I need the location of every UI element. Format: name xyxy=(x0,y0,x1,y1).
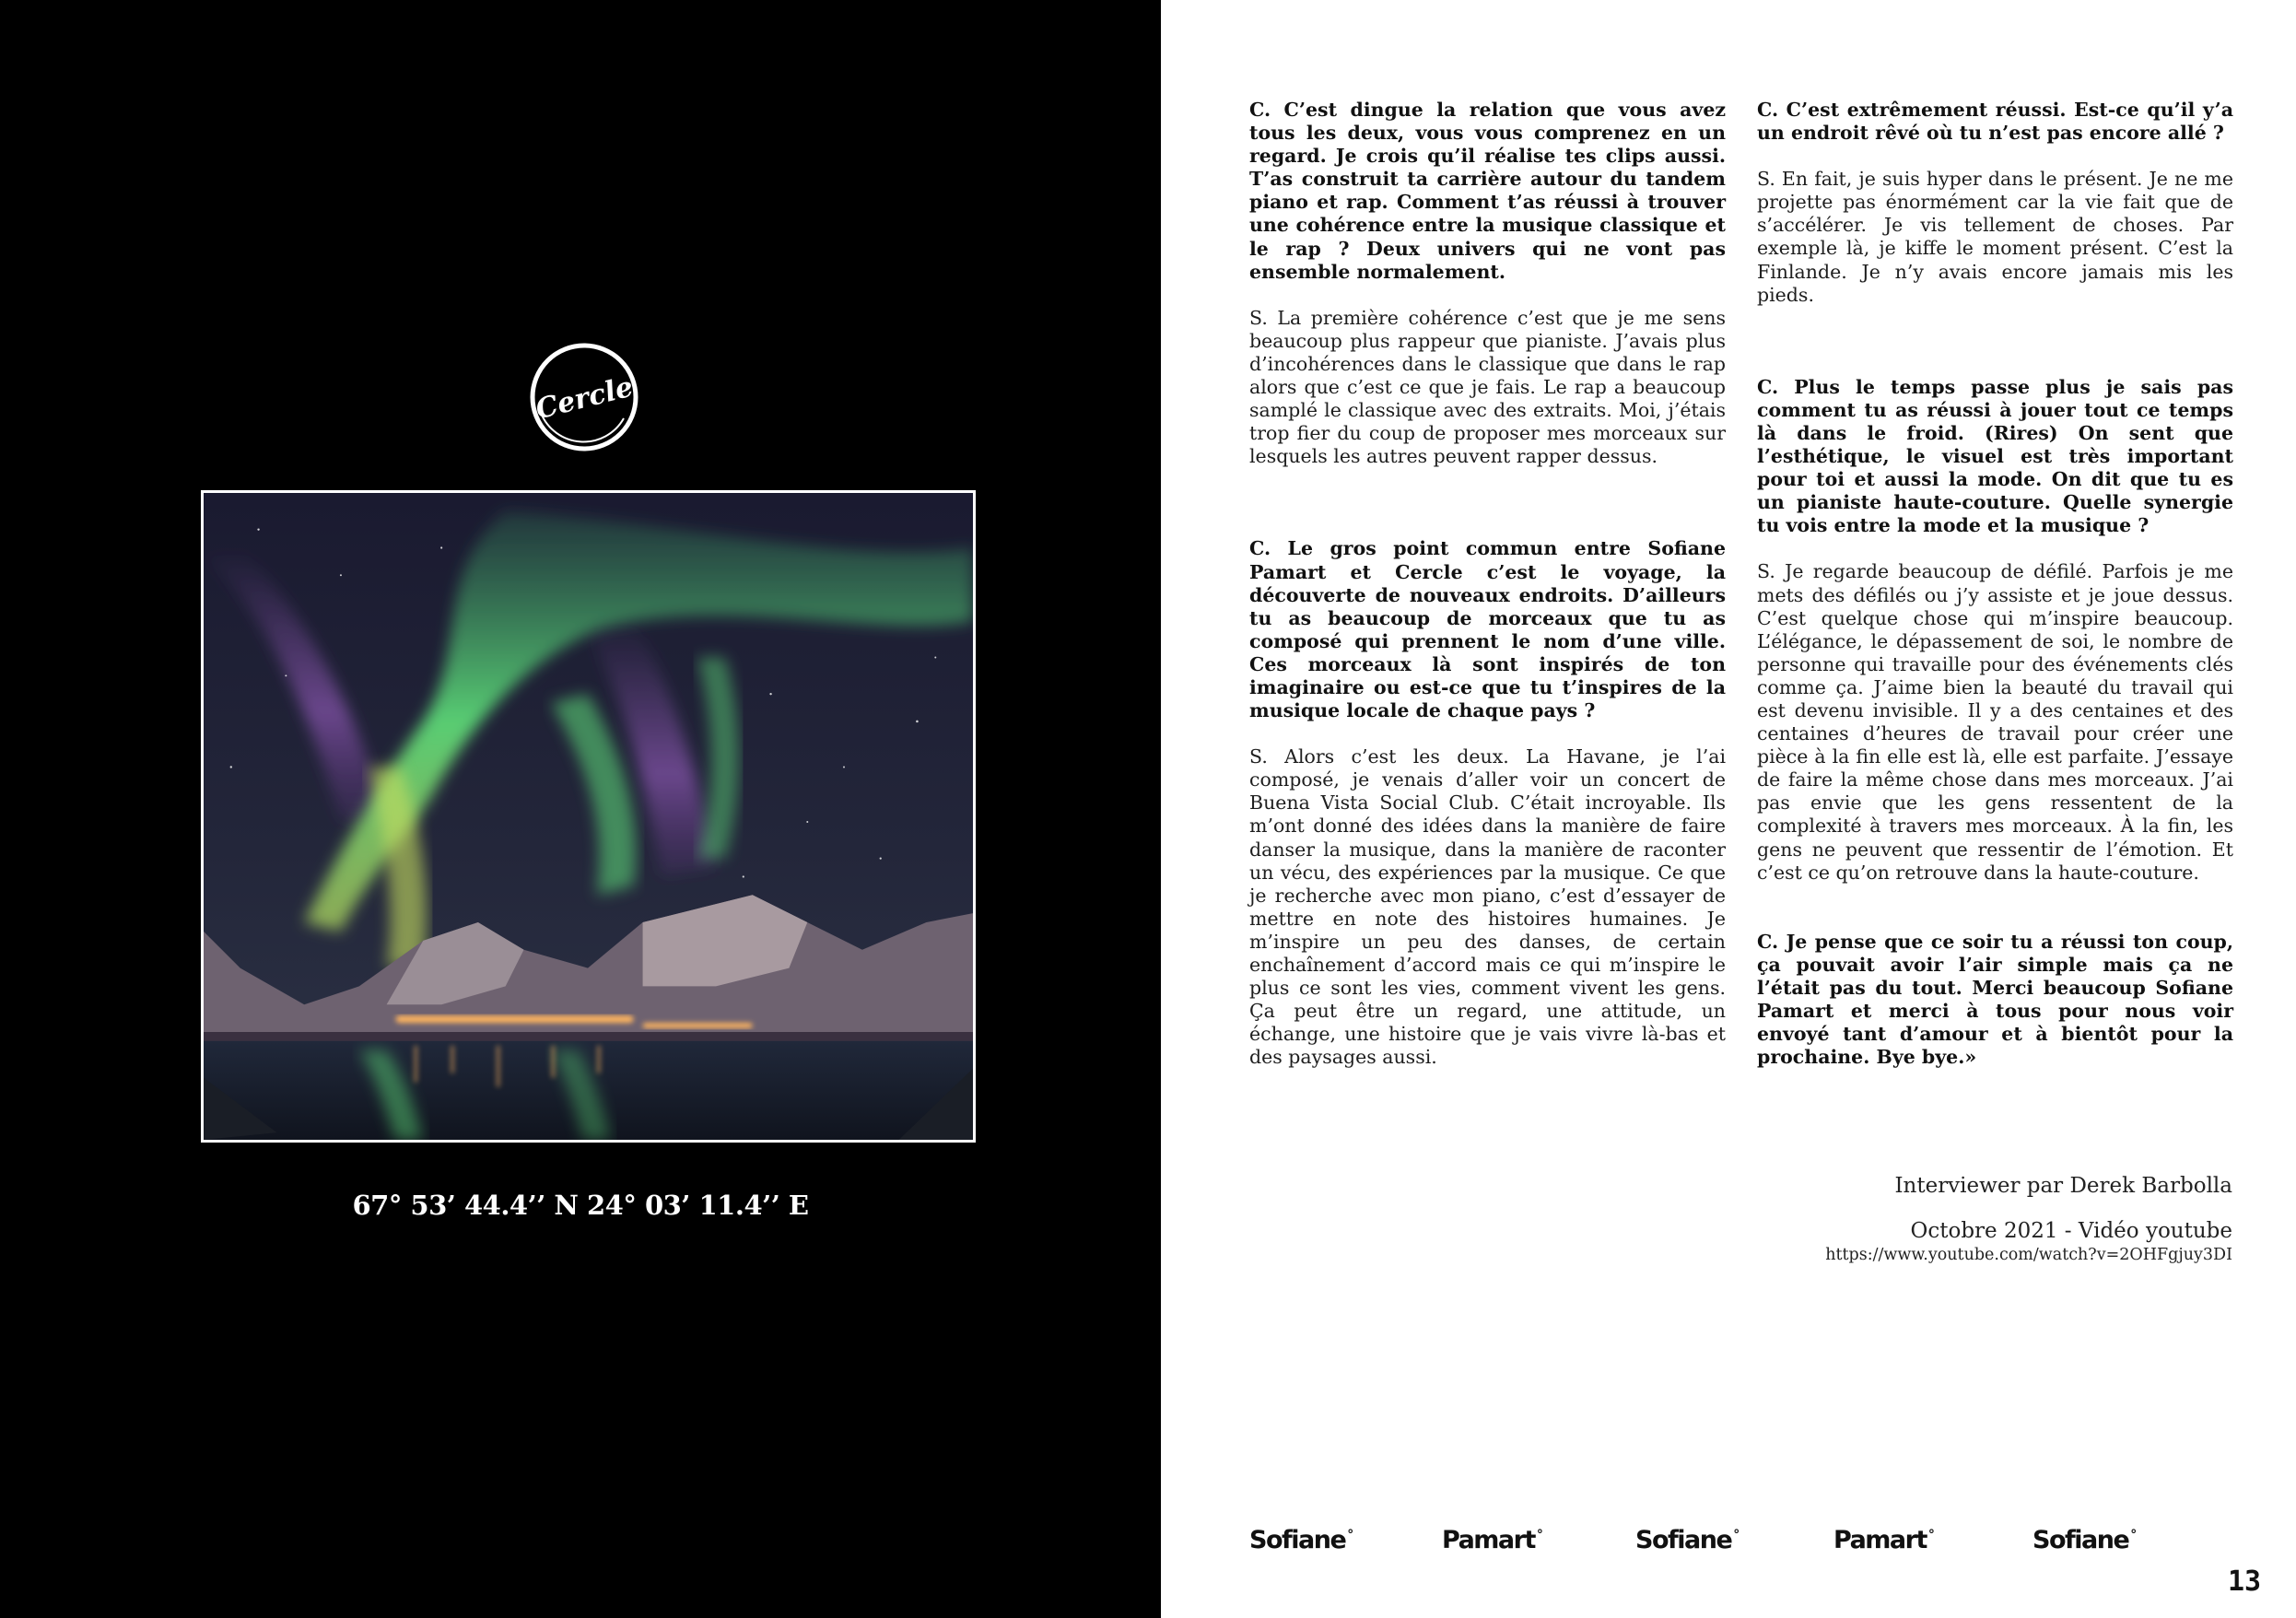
footer-name xyxy=(2032,1526,2136,1554)
question-paragraph: C. C’est extrêmement réussi. Est-ce qu’il y’a un endroit rêvé où tu n’est pas encore allé ? xyxy=(1757,99,2233,145)
page-number: 13 xyxy=(2228,1565,2262,1598)
aurora-photo xyxy=(201,490,976,1143)
source-url[interactable]: https://www.youtube.com/watch?v=2OHFgjuy3DI xyxy=(1825,1246,2232,1264)
footer-name xyxy=(1833,1526,1933,1554)
question-paragraph: C. Je pense que ce soir tu a réussi ton coup, ça pouvait avoir l’air simple mais ça ne l’était pas du tout. Merci beaucoup Sofiane Pamart et merci à tous pour nous voir envoyé tant d’amour et à bientôt pour la prochaine. Bye bye.» xyxy=(1757,930,2233,1069)
answer-paragraph: S. La première cohérence c’est que je me sens beaucoup plus rappeur que pianiste. J’avais plus d’incohérences dans le classique que dans le rap alors que c’est ce que je fais. Le rap a beaucoup samplé le classique avec des extraits. Moi, j’étais trop fier du coup de proposer mes morceaux sur lesquels les autres peuvent rapper dessus. xyxy=(1249,306,1726,468)
footer-name-text: Sofiane xyxy=(1249,1526,1346,1554)
interview-column-left xyxy=(1249,99,1726,1069)
answer-paragraph: S. Alors c’est les deux. La Havane, je l’ai composé, je venais d’aller voir un concert de Buena Vista Social Club. C’était incroyable. Ils m’ont donné des idées dans la manière de faire danser la musique, dans la manière de raconter un vécu, des expériences par la musique. Ce que je recherche avec mon piano, c’est d’essayer de mettre en note des histoires humaines. Je m’inspire un peu des danses, de certain enchaînement d’accord mais ce qui m’inspire le plus ce sont les vies, comment vivent les gens. Ça peut être un regard, une attitude, un échange, une histoire que je vais vivre là-bas et des paysages aussi. xyxy=(1249,745,1726,1069)
question-paragraph: C. Le gros point commun entre Sofiane Pamart et Cercle c’est le voyage, la découverte de nouveaux endroits. D’ailleurs tu as beaucoup de morceaux que tu as composé qui prennent le nom d’une ville. Ces morceaux là sont inspirés de ton imaginaire ou est-ce que tu t’inspires de la musique locale de chaque pays ? xyxy=(1249,537,1726,722)
interviewer-credit: Interviewer par Derek Barbolla xyxy=(1894,1174,2232,1198)
degree-mark: ° xyxy=(1733,1528,1739,1542)
source-date: Octobre 2021 - Vidéo youtube xyxy=(1910,1219,2232,1243)
footer-name-text: Sofiane xyxy=(1635,1526,1732,1554)
footer-name xyxy=(1442,1526,1541,1554)
footer-name xyxy=(1635,1526,1739,1554)
credits-block xyxy=(1825,1172,2232,1265)
gps-coordinates: 67° 53’ 44.4’’ N 24° 03’ 11.4’’ E xyxy=(352,1190,809,1221)
degree-mark: ° xyxy=(2130,1528,2136,1542)
cercle-logo xyxy=(528,341,640,453)
degree-mark: ° xyxy=(1347,1528,1353,1542)
interview-column-right xyxy=(1757,99,2233,1069)
degree-mark: ° xyxy=(1927,1528,1934,1542)
cercle-logo-text: Cercle xyxy=(532,370,637,427)
degree-mark: ° xyxy=(1536,1528,1542,1542)
answer-paragraph: S. Je regarde beaucoup de défilé. Parfois je me mets des défilés ou j’y assiste et je joue dessus. C’est quelque chose qui m’inspire beaucoup. L’élégance, le dépassement de soi, le nombre de personne qui travaille pour des événements clés comme ça. J’aime bien la beauté du travail qui est devenu invisible. Il y a des centaines et des centaines d’heures de travail pour créer une pièce à la fin elle est là, elle est parfaite. J’essaye de faire la même chose dans mes morceaux. J’ai pas envie que les gens ressentent de la complexité à travers mes morceaux. À la fin, les gens ne peuvent que ressentir de l’émotion. Et c’est ce qu’on retrouve dans la haute-couture. xyxy=(1757,560,2233,884)
footer-name xyxy=(1249,1526,1353,1554)
footer-name-text: Pamart xyxy=(1833,1526,1927,1554)
question-paragraph: C. Plus le temps passe plus je sais pas comment tu as réussi à jouer tout ce temps là dans le froid. (Rires) On sent que l’esthétique, le visuel est très important pour toi et aussi la mode. On dit que tu es un pianiste haute-couture. Quelle synergie tu vois entre la mode et la musique ? xyxy=(1757,375,2233,537)
answer-paragraph: S. En fait, je suis hyper dans le présent. Je ne me projette pas énormément car la vie fait que de s’accélérer. Je vis tellement de choses. Par exemple là, je kiffe le moment présent. C’est la Finlande. Je n’y avais encore jamais mis les pieds. xyxy=(1757,168,2233,306)
footer-name-text: Sofiane xyxy=(2032,1526,2129,1554)
footer-name-text: Pamart xyxy=(1442,1526,1535,1554)
question-paragraph: C. C’est dingue la relation que vous avez tous les deux, vous vous comprenez en un regard. Je crois qu’il réalise tes clips aussi. T’as construit ta carrière autour du tandem piano et rap. Comment t’as réussi à trouver une cohérence entre la musique classique et le rap ? Deux univers qui ne vont pas ensemble normalement. xyxy=(1249,99,1726,283)
